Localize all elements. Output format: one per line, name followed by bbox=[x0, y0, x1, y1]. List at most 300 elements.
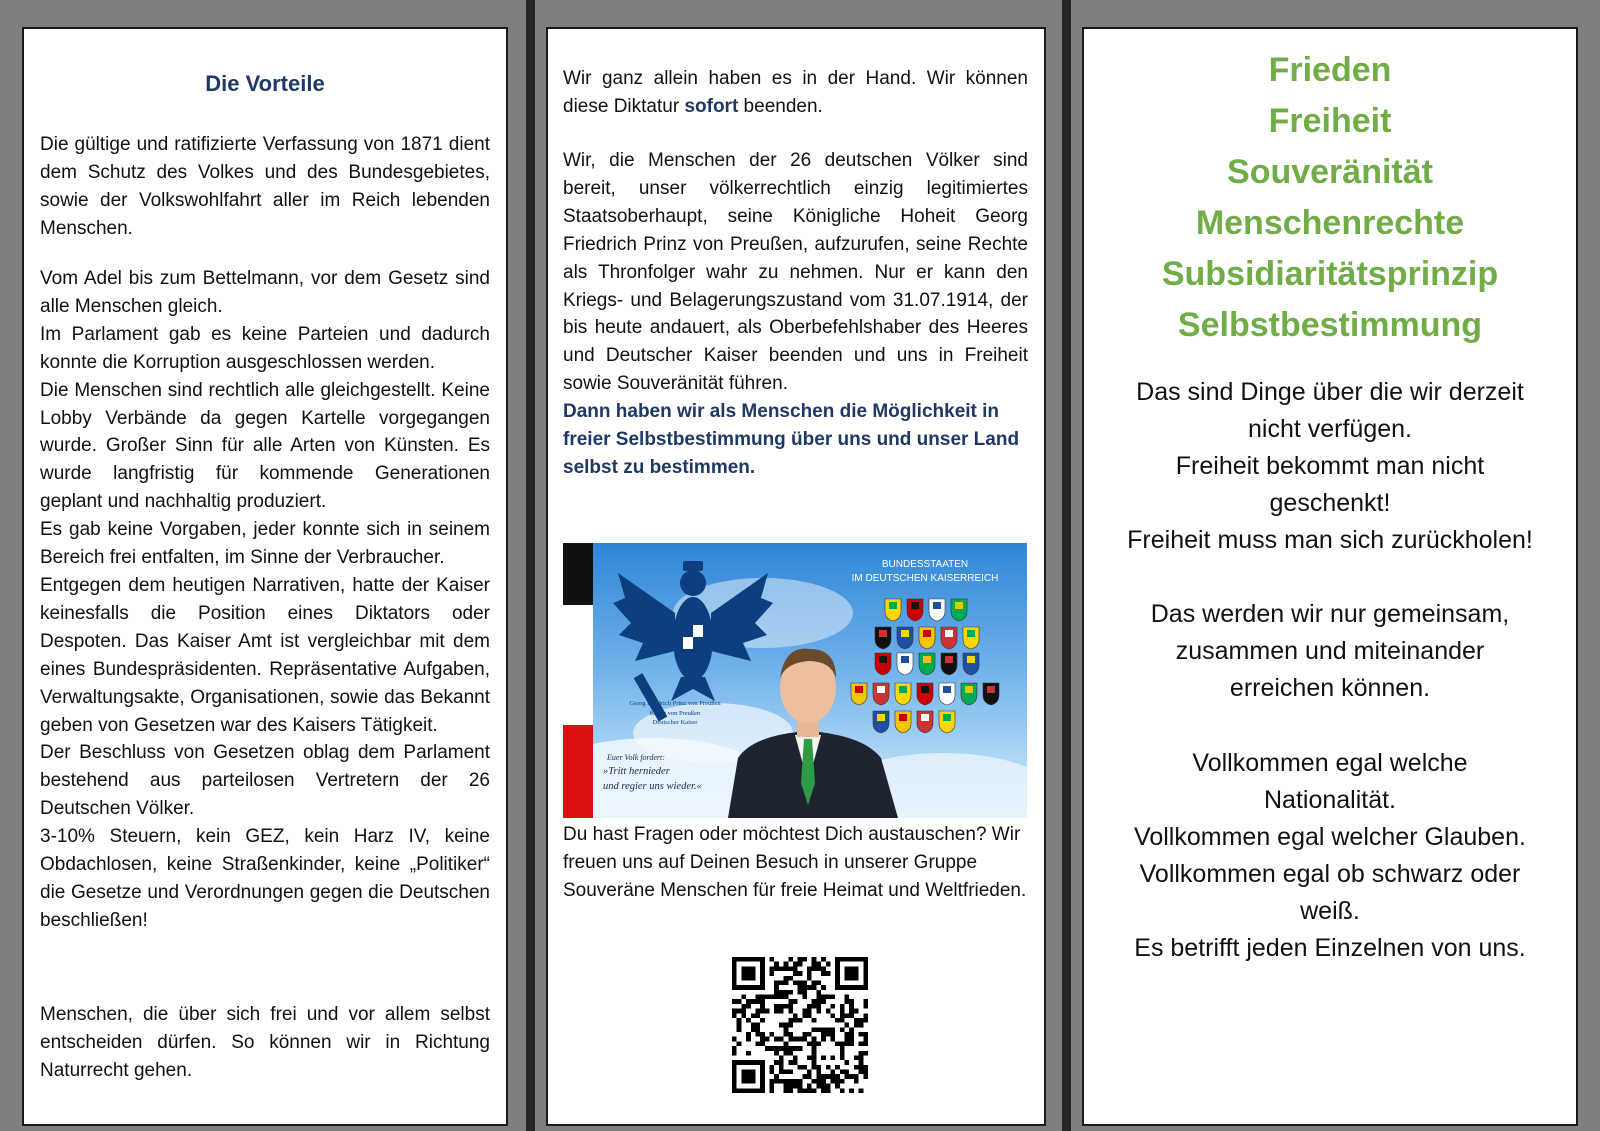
poster-title-2: IM DEUTSCHEN KAISERREICH bbox=[851, 573, 999, 584]
qr-module bbox=[845, 995, 850, 1000]
qr-module bbox=[798, 962, 803, 967]
statement-line: erreichen können. bbox=[1229, 674, 1431, 702]
qr-module bbox=[770, 1070, 775, 1075]
qr-module bbox=[779, 1079, 784, 1084]
qr-module bbox=[840, 1013, 845, 1018]
qr-module bbox=[774, 1079, 779, 1084]
coat-of-arms-detail-icon bbox=[877, 686, 885, 693]
poster-quote-2: »Tritt hernieder bbox=[603, 766, 670, 777]
qr-module bbox=[788, 1004, 793, 1009]
coat-of-arms-detail-icon bbox=[921, 714, 929, 721]
qr-module bbox=[849, 1074, 854, 1079]
qr-module bbox=[859, 1060, 864, 1065]
qr-module bbox=[849, 1032, 854, 1037]
qr-module bbox=[765, 995, 770, 1000]
qr-module bbox=[807, 1070, 812, 1075]
qr-module bbox=[784, 980, 789, 985]
paragraph: Die Menschen sind rechtlich alle gleichgestellt. Keine Lobby Verbände da gegen Kartelle vorgegangen wurde. Großer Sinn für alle Arten von Künsten. Es wurde langfristig für kommende Generationen geplant und nachhaltig produziert. bbox=[40, 379, 490, 513]
qr-module bbox=[798, 980, 803, 985]
qr-module bbox=[784, 1004, 789, 1009]
qr-module bbox=[863, 1041, 868, 1046]
statement-line: Vollkommen egal welcher Glauben. bbox=[1134, 823, 1526, 851]
qr-module bbox=[751, 1013, 756, 1018]
qr-module bbox=[793, 1046, 798, 1051]
qr-module bbox=[816, 1027, 821, 1032]
value-word: Subsidiaritätsprinzip bbox=[1161, 255, 1499, 293]
qr-module bbox=[784, 1084, 789, 1089]
qr-module bbox=[779, 995, 784, 1000]
coat-of-arms-detail-icon bbox=[877, 714, 885, 721]
qr-module bbox=[760, 995, 765, 1000]
qr-module bbox=[840, 1046, 845, 1051]
qr-module bbox=[770, 1079, 775, 1084]
qr-module bbox=[816, 1041, 821, 1046]
qr-module bbox=[812, 1037, 817, 1042]
qr-module bbox=[774, 966, 779, 971]
qr-module bbox=[798, 1065, 803, 1070]
qr-module bbox=[807, 971, 812, 976]
qr-module bbox=[793, 999, 798, 1004]
qr-module bbox=[779, 966, 784, 971]
qr-module bbox=[788, 1088, 793, 1093]
qr-module bbox=[774, 995, 779, 1000]
statement-block-2 bbox=[1084, 596, 1576, 707]
qr-module bbox=[784, 1023, 789, 1028]
value-word: Freiheit bbox=[1268, 102, 1392, 140]
qr-module bbox=[760, 1004, 765, 1009]
qr-module bbox=[863, 1070, 868, 1075]
intro-before: Wir ganz allein haben es in der Hand. Wir können diese Diktatur bbox=[563, 68, 1028, 117]
qr-module bbox=[793, 971, 798, 976]
poster-caption-3: Deutscher Kaiser bbox=[652, 719, 698, 726]
qr-module bbox=[760, 1037, 765, 1042]
qr-module bbox=[737, 999, 742, 1004]
qr-module bbox=[816, 1079, 821, 1084]
statement-line: Freiheit bekommt man nicht bbox=[1175, 452, 1485, 480]
qr-module bbox=[732, 999, 737, 1004]
qr-module bbox=[784, 1041, 789, 1046]
qr-module bbox=[770, 995, 775, 1000]
coat-of-arms-detail-icon bbox=[967, 656, 975, 663]
qr-module bbox=[854, 1023, 859, 1028]
qr-module bbox=[784, 976, 789, 981]
qr-module bbox=[840, 1088, 845, 1093]
qr-module bbox=[737, 1018, 742, 1023]
qr-module bbox=[793, 1084, 798, 1089]
qr-module bbox=[774, 1004, 779, 1009]
qr-module bbox=[835, 1018, 840, 1023]
qr-module bbox=[849, 1037, 854, 1042]
qr-module bbox=[793, 1079, 798, 1084]
qr-module bbox=[802, 957, 807, 962]
qr-module bbox=[779, 1004, 784, 1009]
value-word: Selbstbestimmung bbox=[1177, 306, 1483, 344]
coat-of-arms-detail-icon bbox=[889, 602, 897, 609]
qr-module bbox=[821, 1084, 826, 1089]
poster-quote-3: und regier uns wieder.« bbox=[603, 781, 702, 792]
qr-module bbox=[793, 1013, 798, 1018]
qr-module bbox=[765, 1037, 770, 1042]
value-word: Souveränität bbox=[1227, 153, 1433, 191]
statement-line: nicht verfügen. bbox=[1248, 415, 1412, 443]
qr-module bbox=[830, 1055, 835, 1060]
qr-module bbox=[830, 1079, 835, 1084]
kaiserreich-poster-image bbox=[563, 543, 1027, 818]
coat-of-arms-detail-icon bbox=[899, 714, 907, 721]
paragraph: 3-10% Steuern, kein GEZ, kein Harz IV, keine Obdachlosen, keine Straßenkinder, keine „Politiker“ die Gesetze und Verordnungen gegen die Deutschen beschließen! bbox=[40, 826, 490, 931]
coat-of-arms-detail-icon bbox=[911, 602, 919, 609]
qr-module bbox=[788, 1051, 793, 1056]
qr-module bbox=[807, 1055, 812, 1060]
qr-module bbox=[821, 1055, 826, 1060]
qr-module bbox=[821, 971, 826, 976]
qr-module bbox=[784, 966, 789, 971]
qr-module bbox=[845, 999, 850, 1004]
qr-module bbox=[746, 1018, 751, 1023]
qr-module bbox=[821, 1032, 826, 1037]
qr-module bbox=[807, 976, 812, 981]
qr-module bbox=[840, 1051, 845, 1056]
qr-module bbox=[798, 1046, 803, 1051]
statement-line: Vollkommen egal welche bbox=[1192, 749, 1468, 777]
qr-module bbox=[854, 1065, 859, 1070]
qr-module bbox=[816, 1065, 821, 1070]
qr-module bbox=[830, 1013, 835, 1018]
qr-code-icon[interactable] bbox=[732, 957, 868, 1093]
qr-module bbox=[779, 1009, 784, 1014]
qr-module bbox=[816, 962, 821, 967]
qr-module bbox=[802, 1009, 807, 1014]
paragraph: Du hast Fragen oder möchtest Dich austauschen? Wir freuen uns auf Deinen Besuch in unserer Gruppe Souveräne Menschen für freie Heimat und Weltfrieden. bbox=[563, 824, 1027, 901]
qr-module bbox=[746, 1051, 751, 1056]
paragraph: Entgegen dem heutigen Narrativen, hatte der Kaiser keinesfalls die Position eines Diktators oder Despoten. Das Kaiser Amt ist vergleichbar mit dem eines Bundespräsidenten. Repräsentative Aufgaben, Verwaltungsakte, Organisationen, sowie das Bekannt geben von Gesetzen war des Kaisers Tätigkeit. bbox=[40, 574, 490, 736]
qr-module bbox=[859, 1055, 864, 1060]
qr-module bbox=[732, 1009, 737, 1014]
value-word: Menschenrechte bbox=[1195, 204, 1465, 242]
qr-module bbox=[840, 1041, 845, 1046]
qr-module bbox=[830, 1037, 835, 1042]
qr-module bbox=[802, 995, 807, 1000]
qr-module bbox=[788, 966, 793, 971]
qr-module bbox=[798, 957, 803, 962]
qr-module bbox=[788, 1009, 793, 1014]
poster-caption-2: König von Preußen bbox=[649, 710, 701, 717]
qr-module bbox=[821, 999, 826, 1004]
qr-module bbox=[760, 999, 765, 1004]
qr-module bbox=[845, 1074, 850, 1079]
qr-module bbox=[760, 1041, 765, 1046]
qr-module bbox=[849, 1009, 854, 1014]
qr-module bbox=[770, 1046, 775, 1051]
statement-line: zusammen und miteinander bbox=[1175, 637, 1485, 665]
qr-module bbox=[821, 966, 826, 971]
coat-of-arms-detail-icon bbox=[923, 656, 931, 663]
poster-caption-1: Georg Friedrich Prinz von Preußen bbox=[629, 700, 721, 707]
qr-module bbox=[812, 966, 817, 971]
qr-module bbox=[737, 1009, 742, 1014]
qr-module bbox=[863, 1074, 868, 1079]
qr-module bbox=[854, 1079, 859, 1084]
qr-module bbox=[812, 1065, 817, 1070]
qr-module bbox=[816, 966, 821, 971]
left-text-block-3 bbox=[40, 1001, 490, 1085]
qr-module bbox=[854, 1009, 859, 1014]
qr-finder-inner bbox=[741, 966, 755, 980]
qr-module bbox=[830, 1074, 835, 1079]
qr-module bbox=[788, 990, 793, 995]
qr-module bbox=[784, 990, 789, 995]
qr-module bbox=[751, 999, 756, 1004]
qr-module bbox=[788, 1037, 793, 1042]
qr-module bbox=[746, 999, 751, 1004]
qr-module bbox=[830, 1004, 835, 1009]
qr-module bbox=[779, 990, 784, 995]
qr-module bbox=[807, 966, 812, 971]
coat-of-arms-detail-icon bbox=[855, 686, 863, 693]
qr-module bbox=[788, 1023, 793, 1028]
coat-of-arms-detail-icon bbox=[901, 630, 909, 637]
qr-module bbox=[802, 1032, 807, 1037]
qr-module bbox=[755, 1032, 760, 1037]
qr-module bbox=[859, 1065, 864, 1070]
qr-module bbox=[845, 1023, 850, 1028]
qr-module bbox=[821, 1037, 826, 1042]
body-text bbox=[563, 147, 1028, 482]
qr-module bbox=[812, 1004, 817, 1009]
qr-module bbox=[826, 962, 831, 967]
qr-module bbox=[798, 990, 803, 995]
qr-module bbox=[812, 1088, 817, 1093]
qr-module bbox=[774, 985, 779, 990]
qr-module bbox=[840, 1055, 845, 1060]
qr-module bbox=[854, 1074, 859, 1079]
qr-module bbox=[859, 1070, 864, 1075]
panel-heading: Die Vorteile bbox=[205, 71, 325, 96]
statement-line: Vollkommen egal ob schwarz oder bbox=[1139, 860, 1521, 888]
qr-module bbox=[812, 957, 817, 962]
qr-module bbox=[779, 1070, 784, 1075]
coat-of-arms-detail-icon bbox=[945, 630, 953, 637]
qr-module bbox=[863, 1018, 868, 1023]
qr-module bbox=[826, 1084, 831, 1089]
coat-of-arms-detail-icon bbox=[943, 686, 951, 693]
qr-module bbox=[859, 1088, 864, 1093]
qr-module bbox=[798, 1018, 803, 1023]
qr-module bbox=[755, 995, 760, 1000]
qr-module bbox=[830, 995, 835, 1000]
qr-module bbox=[798, 1088, 803, 1093]
qr-module bbox=[816, 995, 821, 1000]
qr-module bbox=[784, 1027, 789, 1032]
qr-module bbox=[741, 1004, 746, 1009]
qr-module bbox=[807, 1013, 812, 1018]
qr-module bbox=[784, 1070, 789, 1075]
qr-module bbox=[770, 1088, 775, 1093]
coat-of-arms-detail-icon bbox=[955, 602, 963, 609]
qr-module bbox=[802, 990, 807, 995]
coat-of-arms-detail-icon bbox=[879, 656, 887, 663]
highlight-text: Dann haben wir als Menschen die Möglichkeit in freier Selbstbestimmung über uns und unser Land selbst zu bestimmen. bbox=[563, 401, 1020, 478]
statement-line: geschenkt! bbox=[1269, 489, 1391, 517]
qr-module bbox=[816, 1074, 821, 1079]
paragraph: Vom Adel bis zum Bettelmann, vor dem Gesetz sind alle Menschen gleich. bbox=[40, 268, 490, 317]
qr-module bbox=[779, 980, 784, 985]
qr-module bbox=[807, 985, 812, 990]
qr-module bbox=[807, 1074, 812, 1079]
qr-module bbox=[845, 1037, 850, 1042]
qr-module bbox=[830, 1027, 835, 1032]
panel-values bbox=[1082, 27, 1578, 1126]
paragraph: Es gab keine Vorgaben, jeder konnte sich in seinem Bereich frei entfalten, im Sinne der Verbraucher. bbox=[40, 519, 490, 569]
qr-module bbox=[779, 1065, 784, 1070]
qr-module bbox=[859, 1051, 864, 1056]
qr-module bbox=[746, 1032, 751, 1037]
qr-module bbox=[779, 1046, 784, 1051]
qr-module bbox=[802, 980, 807, 985]
qr-module bbox=[859, 1041, 864, 1046]
coat-of-arms-detail-icon bbox=[901, 656, 909, 663]
qr-module bbox=[770, 957, 775, 962]
qr-module bbox=[849, 1088, 854, 1093]
statement-block-1 bbox=[1084, 374, 1576, 559]
qr-module bbox=[840, 1079, 845, 1084]
qr-module bbox=[821, 995, 826, 1000]
qr-module bbox=[732, 1037, 737, 1042]
qr-module bbox=[765, 1046, 770, 1051]
coat-of-arms-detail-icon bbox=[987, 686, 995, 693]
qr-module bbox=[812, 999, 817, 1004]
qr-module bbox=[835, 1065, 840, 1070]
statement-line: Nationalität. bbox=[1263, 786, 1397, 814]
qr-finder-inner bbox=[845, 966, 859, 980]
qr-module bbox=[816, 1070, 821, 1075]
qr-module bbox=[793, 1018, 798, 1023]
contact-text bbox=[563, 821, 1028, 905]
qr-module bbox=[802, 1037, 807, 1042]
qr-module bbox=[863, 1013, 868, 1018]
qr-module bbox=[770, 1065, 775, 1070]
qr-module bbox=[746, 1004, 751, 1009]
qr-module bbox=[741, 1013, 746, 1018]
qr-module bbox=[760, 1032, 765, 1037]
qr-module bbox=[774, 980, 779, 985]
poster-title-1: BUNDESSTAATEN bbox=[881, 559, 969, 570]
qr-module bbox=[798, 985, 803, 990]
qr-module bbox=[793, 1055, 798, 1060]
qr-module bbox=[774, 962, 779, 967]
coat-of-arms-detail-icon bbox=[943, 714, 951, 721]
divider-left bbox=[526, 0, 535, 1131]
qr-module bbox=[863, 1037, 868, 1042]
qr-module bbox=[812, 1046, 817, 1051]
qr-module bbox=[859, 1023, 864, 1028]
qr-module bbox=[741, 1009, 746, 1014]
qr-module bbox=[830, 1032, 835, 1037]
qr-module bbox=[770, 971, 775, 976]
qr-module bbox=[826, 971, 831, 976]
qr-module bbox=[826, 1009, 831, 1014]
qr-module bbox=[845, 1070, 850, 1075]
divider-right bbox=[1062, 0, 1071, 1131]
panel-call-to-action bbox=[546, 27, 1046, 1126]
qr-module bbox=[788, 1079, 793, 1084]
qr-module bbox=[802, 985, 807, 990]
qr-module bbox=[812, 1041, 817, 1046]
qr-module bbox=[788, 957, 793, 962]
qr-module bbox=[788, 1046, 793, 1051]
qr-module bbox=[816, 1004, 821, 1009]
qr-module bbox=[816, 990, 821, 995]
qr-module bbox=[793, 966, 798, 971]
qr-module bbox=[845, 1032, 850, 1037]
qr-module bbox=[770, 1032, 775, 1037]
qr-module bbox=[807, 1009, 812, 1014]
qr-module bbox=[788, 1018, 793, 1023]
qr-module bbox=[845, 1013, 850, 1018]
qr-module bbox=[798, 971, 803, 976]
qr-module bbox=[770, 1084, 775, 1089]
qr-module bbox=[863, 1004, 868, 1009]
coat-of-arms-detail-icon bbox=[933, 602, 941, 609]
statement-line: Freiheit muss man sich zurückholen! bbox=[1127, 526, 1533, 554]
statement-line: Es betrifft jeden Einzelnen von uns. bbox=[1134, 934, 1526, 962]
qr-module bbox=[788, 1070, 793, 1075]
qr-module bbox=[779, 1060, 784, 1065]
qr-module bbox=[849, 1027, 854, 1032]
qr-module bbox=[784, 1079, 789, 1084]
qr-module bbox=[774, 1074, 779, 1079]
qr-module bbox=[807, 1088, 812, 1093]
qr-module bbox=[737, 1023, 742, 1028]
qr-module bbox=[845, 1060, 850, 1065]
qr-module bbox=[788, 976, 793, 981]
coat-of-arms-detail-icon bbox=[921, 686, 929, 693]
qr-module bbox=[798, 1079, 803, 1084]
qr-module bbox=[774, 990, 779, 995]
qr-module bbox=[812, 1055, 817, 1060]
qr-module bbox=[774, 1037, 779, 1042]
qr-module bbox=[812, 1060, 817, 1065]
qr-module bbox=[755, 1027, 760, 1032]
qr-module bbox=[779, 1037, 784, 1042]
qr-module bbox=[774, 1009, 779, 1014]
qr-module bbox=[840, 1070, 845, 1075]
qr-module bbox=[793, 1037, 798, 1042]
qr-module bbox=[826, 1032, 831, 1037]
qr-module bbox=[807, 1032, 812, 1037]
qr-module bbox=[793, 980, 798, 985]
qr-module bbox=[770, 966, 775, 971]
qr-module bbox=[840, 1009, 845, 1014]
paragraph: Im Parlament gab es keine Parteien und dadurch konnte die Korruption ausgeschlossen werden. bbox=[40, 323, 490, 373]
qr-module bbox=[746, 1037, 751, 1042]
statement-line: Das sind Dinge über die wir derzeit bbox=[1136, 378, 1524, 406]
qr-module bbox=[755, 1023, 760, 1028]
intro-emphasis: sofort bbox=[684, 95, 739, 117]
panel-advantages bbox=[22, 27, 508, 1126]
qr-module bbox=[788, 1060, 793, 1065]
qr-module bbox=[760, 1009, 765, 1014]
qr-module bbox=[845, 1041, 850, 1046]
qr-module bbox=[812, 1051, 817, 1056]
qr-module bbox=[788, 1084, 793, 1089]
qr-module bbox=[849, 1041, 854, 1046]
left-text-block-1 bbox=[40, 131, 490, 243]
qr-module bbox=[802, 1088, 807, 1093]
qr-module bbox=[849, 1004, 854, 1009]
paragraph: Der Beschluss von Gesetzen oblag dem Parlament bestehend aus parteilosen Vertretern der 26 Deutschen Völker. bbox=[40, 742, 490, 820]
qr-module bbox=[741, 995, 746, 1000]
